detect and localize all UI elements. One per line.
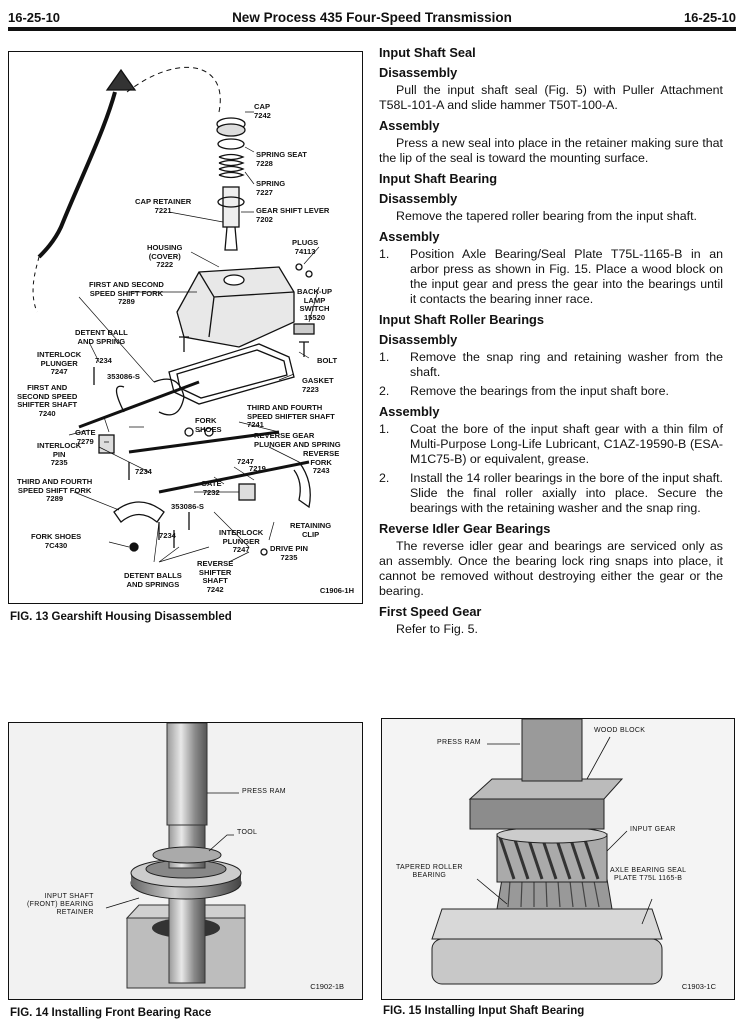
list-number: 1. [379,350,390,364]
list-text: Remove the snap ring and retaining washer from the shaft. [410,350,723,379]
fig13-caption: FIG. 13 Gearshift Housing Disassembled [10,611,232,623]
fig13-label: INTERLOCK PLUNGER 7247 [37,350,82,377]
fig15-label: AXLE BEARING SEAL PLATE T75L 1165-B [610,867,687,883]
fig13-label: 7219 [249,464,266,473]
subsection-heading: Assembly [379,118,440,133]
fig13-label: REVERSE GEAR PLUNGER AND SPRING [254,431,341,449]
fig13-label: BOLT [317,356,338,365]
list-number: 2. [379,471,390,485]
page-number-left: 16-25-10 [8,10,61,25]
fig13-label: SPRING 7227 [256,179,286,197]
fig13-label: INTERLOCK PIN 7235 [37,441,82,468]
fig13-label: 353086-S [171,502,204,511]
fig13-label: SPRING SEAT 7228 [256,150,307,168]
fig13-label: 7234 [95,356,112,365]
fig13-label: CAP RETAINER 7221 [135,197,192,215]
fig13-label: REVERSE SHIFTER SHAFT 7242 [197,559,234,595]
fig13-label: CAP 7242 [254,102,271,120]
fig15-caption: FIG. 15 Installing Input Shaft Bearing [383,1005,585,1017]
figure-15-frame [381,718,735,1000]
fig13-label: HOUSING (COVER) 7222 [147,243,183,270]
fig13-label: FORK SHOES [195,416,222,434]
section-heading: Input Shaft Roller Bearings [379,312,544,327]
fig15-code: C1903-1C [681,982,716,991]
subsection-heading: Disassembly [379,65,458,80]
fig13-label: FIRST AND SECOND SPEED SHIFTER SHAFT 7240 [17,383,78,419]
fig13-label: REVERSE FORK 7243 [303,449,340,476]
subsection-heading: Assembly [379,404,440,419]
figure-13-frame [8,51,363,604]
fig13-label: GEAR SHIFT LEVER 7202 [256,206,330,224]
fig13-label: RETAINING CLIP [290,521,332,539]
fig13-label: DETENT BALL AND SPRING [75,328,128,346]
text-column [379,40,723,640]
section-heading: First Speed Gear [379,604,482,619]
list-item [379,422,723,467]
list-item [379,350,723,380]
list-item [379,384,723,399]
fig13-label: THIRD AND FOURTH SPEED SHIFT FORK 7289 [17,477,93,504]
section-heading: Input Shaft Bearing [379,171,498,186]
fig13-label: 7247 [237,457,254,466]
section-heading: Input Shaft Seal [379,45,476,60]
list-text: Remove the bearings from the input shaft bore. [410,384,669,398]
figure-14-frame [8,722,363,1000]
fig14-label: TOOL [237,829,258,836]
fig13-label: FIRST AND SECOND SPEED SHIFT FORK 7289 [89,280,164,307]
list-number: 1. [379,422,390,436]
fig13-code: C1906-1H [319,586,354,595]
paragraph: Press a new seal into place in the retainer making sure that the lip of the seal is toward the mounting surface. [379,136,723,165]
fig14-label: PRESS RAM [242,788,286,795]
fig13-label: 353086-S [107,372,140,381]
paragraph: The reverse idler gear and bearings are serviced only as an assembly. Once the bearing lock ring snaps into place, it cannot be removed without destroying either the gear or the bearing. [379,539,723,598]
input-shaft-bearing-photo [382,719,735,1000]
list-item [379,471,723,516]
fig13-label: THIRD AND FOURTH SPEED SHIFTER SHAFT 7241 [247,403,335,430]
subsection-heading: Disassembly [379,332,458,347]
fig15-label: TAPERED ROLLER BEARING [396,864,463,880]
fig13-label: 7234 [159,531,176,540]
fig15-label: PRESS RAM [437,739,481,746]
fig13-label: GASKET 7223 [302,376,334,394]
fig13-label: GATE 7232 [201,479,222,497]
list-item [379,247,723,307]
fig14-label: INPUT SHAFT (FRONT) BEARING RETAINER [27,893,94,917]
fig13-label: 7234 [135,467,152,476]
page-title: New Process 435 Four-Speed Transmission [232,10,512,25]
subsection-heading: Disassembly [379,191,458,206]
section-heading: Reverse Idler Gear Bearings [379,521,551,536]
list-text: Coat the bore of the input shaft gear with a thin film of Multi-Purpose Long-Life Lubricant, C1AZ-19590-B (ESA-M1C75-B) or equivalent, grease. [410,422,723,466]
fig13-label: BACK-UP LAMP SWITCH 15520 [297,287,333,323]
list-text: Position Axle Bearing/Seal Plate T75L-1165-B in an arbor press as shown in Fig. 15. Place a wood block on the input gear and press the gear into the bearings until it contacts the bearing inner race. [410,247,723,306]
fig13-label: FORK SHOES 7C430 [31,532,82,550]
page-header [8,8,736,26]
paragraph: Pull the input shaft seal (Fig. 5) with Puller Attachment T58L-101-A and slide hammer T50T-100-A. [379,83,723,112]
fig14-code: C1902-1B [310,982,344,991]
fig13-label: INTERLOCK PLUNGER 7247 [219,528,264,555]
paragraph: Refer to Fig. 5. [396,622,478,636]
fig13-label: GATE 7279 [75,428,96,446]
list-number: 2. [379,384,390,398]
fig15-label: INPUT GEAR [630,826,676,833]
subsection-heading: Assembly [379,229,440,244]
list-number: 1. [379,247,390,261]
header-rule [8,27,736,31]
paragraph: Remove the tapered roller bearing from the input shaft. [396,209,697,223]
fig14-caption: FIG. 14 Installing Front Bearing Race [10,1007,212,1019]
front-bearing-race-photo [9,723,363,1000]
fig13-label: DETENT BALLS AND SPRINGS [124,571,182,589]
fig13-label: DRIVE PIN 7235 [270,544,308,562]
fig13-label: PLUGS 74113 [292,238,319,256]
list-text: Install the 14 roller bearings in the bore of the input shaft. Slide the final roller axially into place. Secure the bearings with the retaining washer and the snap ring. [410,471,723,515]
page-number-right: 16-25-10 [683,10,736,25]
fig15-label: WOOD BLOCK [594,727,646,734]
